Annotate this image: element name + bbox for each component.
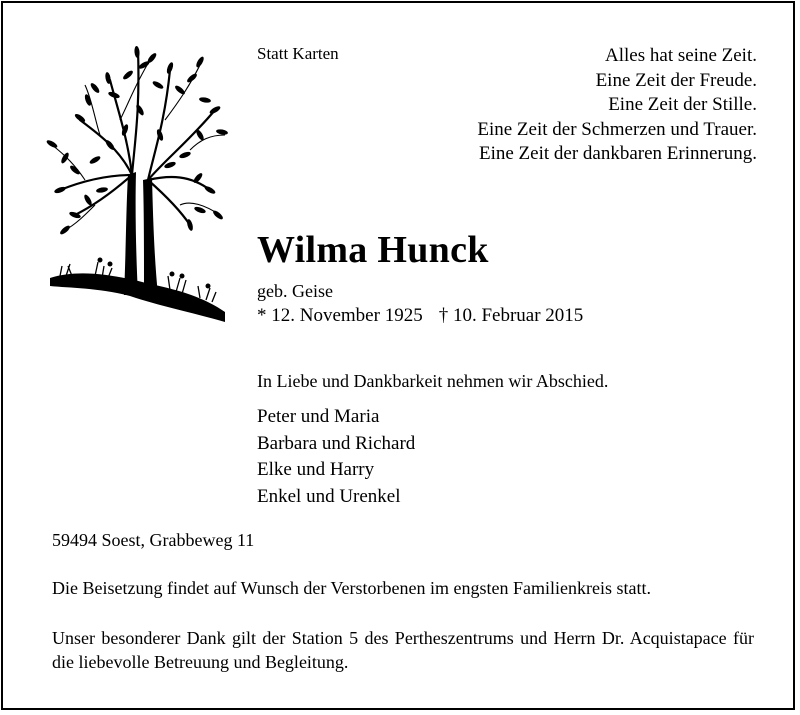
poem-line: Eine Zeit der Schmerzen und Trauer. <box>477 118 757 140</box>
poem-line: Alles hat seine Zeit. <box>605 45 757 66</box>
deceased-name: Wilma Hunck <box>257 229 489 271</box>
thanks-note: Unser besonderer Dank gilt der Station 5 des Pertheszentrums und Herrn Dr. Acquistapace für die liebevolle Betreuung und Begleitung. <box>52 628 754 672</box>
farewell-text: In Liebe und Dankbarkeit nehmen wir Abschied. <box>257 371 609 391</box>
family-member: Peter und Maria <box>257 406 380 427</box>
tree-silhouette-icon <box>40 40 235 325</box>
family-member: Elke und Harry <box>257 459 375 480</box>
life-dates <box>257 305 583 327</box>
death-date: † 10. Februar 2015 <box>438 305 584 326</box>
burial-note: Die Beisetzung findet auf Wunsch der Verstorbenen im engsten Familienkreis statt. <box>52 578 651 598</box>
statt-karten-label: Statt Karten <box>257 44 339 63</box>
family-member: Barbara und Richard <box>257 432 416 454</box>
address: 59494 Soest, Grabbeweg 11 <box>52 530 255 550</box>
poem-line: Eine Zeit der dankbaren Erinnerung. <box>478 143 757 164</box>
family-list <box>257 404 415 510</box>
birth-date: * 12. November 1925 <box>257 305 423 326</box>
family-member: Enkel und Urenkel <box>257 485 401 507</box>
poem-line: Eine Zeit der Stille. <box>608 94 757 115</box>
birth-name: geb. Geise <box>257 281 333 301</box>
poem <box>477 44 757 167</box>
poem-line: Eine Zeit der Freude. <box>595 69 757 91</box>
